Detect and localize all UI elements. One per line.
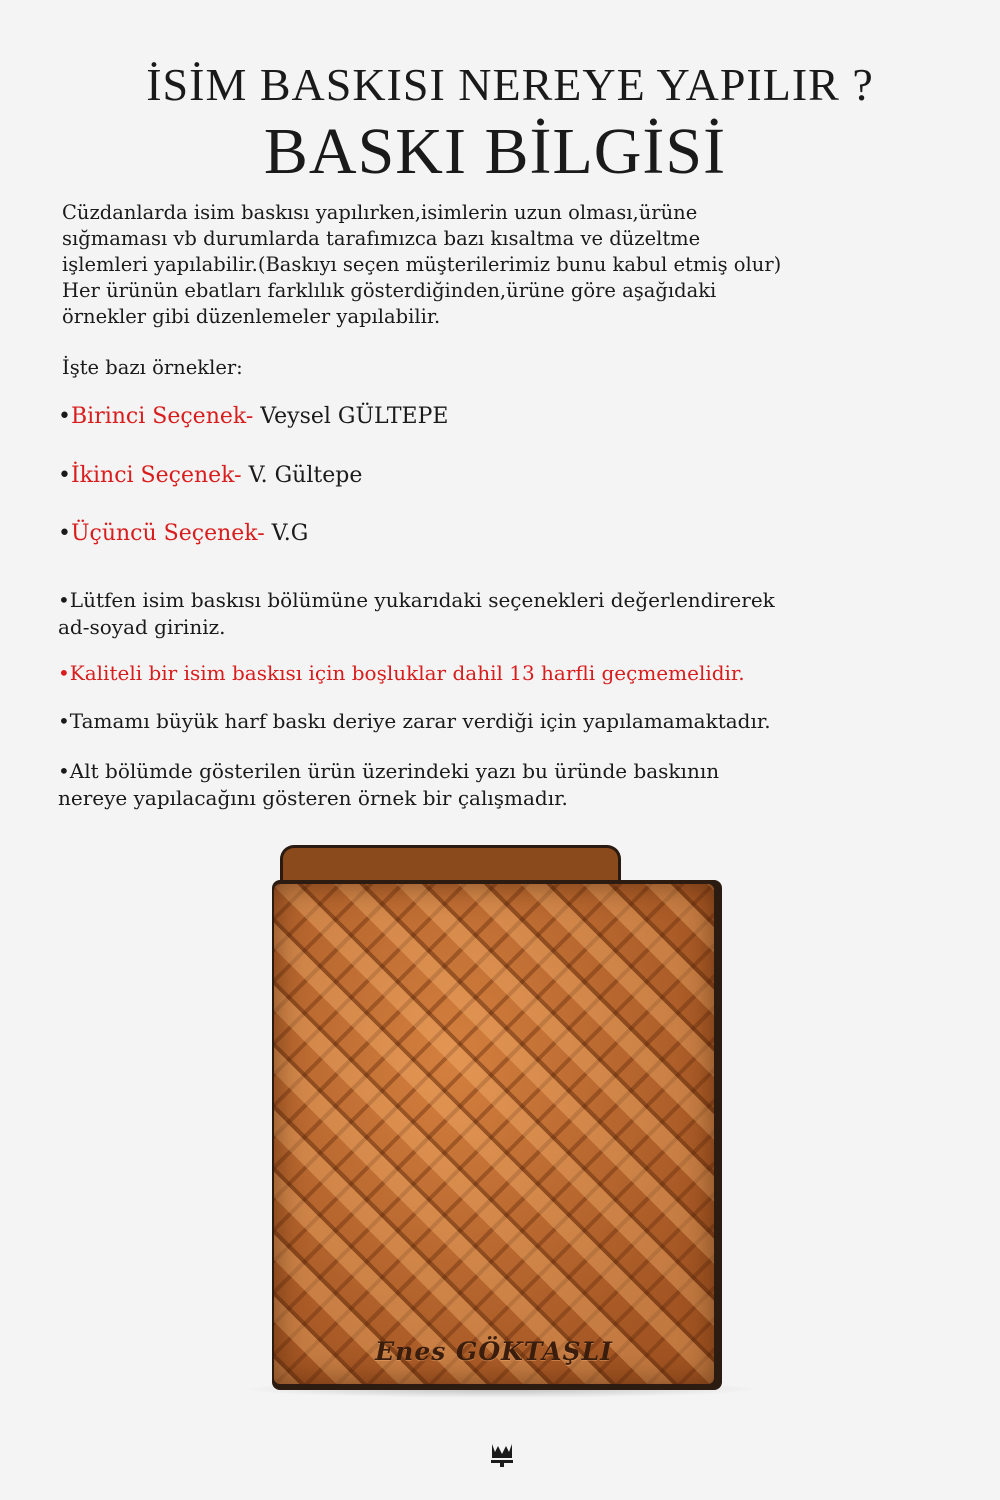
bullet: • (58, 404, 71, 429)
bullet: • (58, 463, 71, 488)
note-line: nereye yapılacağını gösteren örnek bir çalışmadır. (58, 786, 568, 810)
page-title: BASKI BİLGİSİ (263, 115, 727, 188)
option-value: V.G (271, 521, 309, 546)
note-uppercase: •Tamamı büyük harf baskı deriye zarar verdiği için yapılamamaktadır. (58, 709, 771, 733)
page-title-question: İSİM BASKISI NEREYE YAPILIR ? (146, 59, 874, 110)
option-second (58, 463, 362, 488)
intro-paragraph (62, 200, 942, 330)
option-value: Veysel GÜLTEPE (260, 404, 449, 429)
option-first (58, 404, 448, 429)
intro-line: Cüzdanlarda isim baskısı yapılırken,isimlerin uzun olması,ürüne (62, 201, 698, 224)
option-label: Üçüncü Seçenek- (70, 521, 265, 546)
note-line: •Lütfen isim baskısı bölümüne yukarıdaki seçenekleri değerlendirerek (58, 588, 775, 612)
wallet-engraving-text: Enes GÖKTAŞLI (375, 1337, 613, 1366)
bullet: • (58, 521, 71, 546)
note-line: ad-soyad giriniz. (58, 615, 226, 639)
wallet-product-image (274, 884, 714, 1384)
option-label: İkinci Seçenek- (70, 463, 242, 488)
trident-logo-icon (488, 1440, 516, 1468)
option-third (58, 521, 308, 546)
intro-line: işlemleri yapılabilir.(Baskıyı seçen müşterilerimiz bunu kabul etmiş olur) (62, 253, 782, 276)
note-example-explanation (58, 758, 958, 812)
intro-line: Her ürünün ebatları farklılık gösterdiğinden,ürüne göre aşağıdaki (62, 279, 717, 302)
intro-line: sığmaması vb durumlarda tarafımızca bazı kısaltma ve düzeltme (62, 227, 701, 250)
intro-line: örnekler gibi düzenlemeler yapılabilir. (62, 305, 441, 328)
note-character-limit: •Kaliteli bir isim baskısı için boşluklar dahil 13 harfli geçmemelidir. (58, 661, 745, 685)
note-enter-name (58, 587, 958, 641)
option-label: Birinci Seçenek- (70, 404, 254, 429)
examples-heading: İşte bazı örnekler: (62, 356, 243, 379)
note-line: •Alt bölümde gösterilen ürün üzerindeki yazı bu üründe baskının (58, 759, 720, 783)
option-value: V. Gültepe (248, 463, 363, 488)
